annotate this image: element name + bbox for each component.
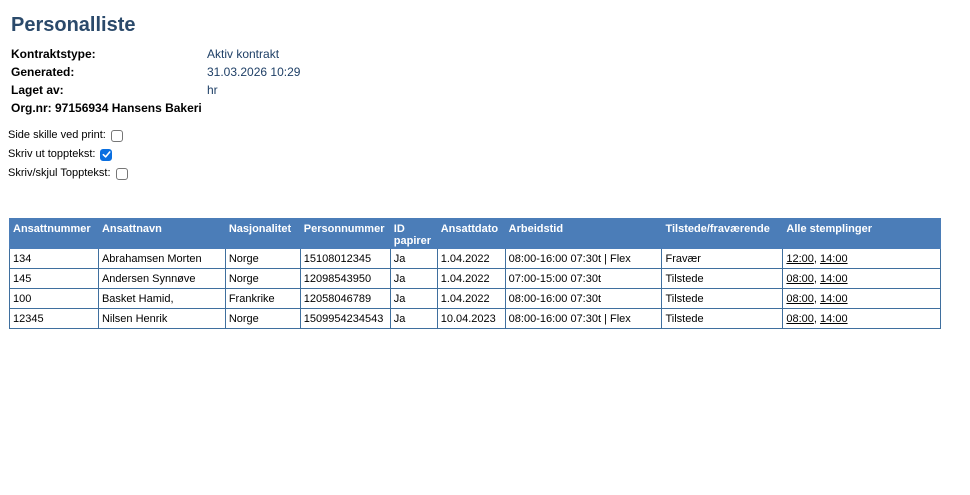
cell-ansattnummer: 145 (10, 269, 99, 289)
cell-ansattnummer: 12345 (10, 309, 99, 329)
table-row (10, 309, 941, 329)
table-body (10, 249, 941, 329)
report-meta (11, 45, 300, 117)
print-options (8, 126, 128, 183)
toggle-header-checkbox[interactable] (116, 168, 128, 180)
cell-nasjonalitet: Frankrike (225, 289, 300, 309)
cell-stemplinger (783, 249, 941, 269)
cell-ansattdato: 1.04.2022 (437, 269, 505, 289)
cell-ansattnavn: Andersen Synnøve (98, 269, 225, 289)
cell-ansattdato: 1.04.2022 (437, 249, 505, 269)
cell-id-papirer: Ja (390, 309, 437, 329)
cell-tilstede: Tilstede (662, 309, 783, 329)
cell-nasjonalitet: Norge (225, 309, 300, 329)
cell-arbeidstid: 08:00-16:00 07:30t (505, 289, 662, 309)
col-header-stemplinger: Alle stemplinger (783, 219, 941, 249)
checkmark-icon (102, 150, 111, 159)
staff-table (9, 218, 941, 329)
stamp-separator: , (813, 312, 821, 325)
org-line: Org.nr: 97156934 Hansens Bakeri (11, 101, 202, 115)
table-row (10, 289, 941, 309)
cell-ansattnummer: 134 (10, 249, 99, 269)
option-toggle-header (8, 164, 128, 183)
cell-nasjonalitet: Norge (225, 269, 300, 289)
stamp-link[interactable]: 14:00 (820, 252, 848, 265)
table-header-row (10, 219, 941, 249)
col-header-nasjonalitet: Nasjonalitet (225, 219, 300, 249)
option-toggle-header-label: Skriv/skjul Topptekst: (8, 167, 111, 179)
stamp-separator: , (813, 292, 821, 305)
cell-stemplinger (783, 269, 941, 289)
cell-personnummer: 1509954234543 (300, 309, 390, 329)
cell-stemplinger (783, 289, 941, 309)
option-page-break-label: Side skille ved print: (8, 129, 106, 141)
stamp-link[interactable]: 14:00 (820, 312, 848, 325)
cell-personnummer: 12058046789 (300, 289, 390, 309)
stamp-separator: , (813, 252, 821, 265)
cell-arbeidstid: 08:00-16:00 07:30t | Flex (505, 309, 662, 329)
created-by-label: Laget av: (11, 83, 64, 97)
option-print-header-label: Skriv ut topptekst: (8, 148, 96, 160)
print-header-checkbox[interactable] (100, 149, 112, 161)
option-print-header (8, 145, 128, 164)
col-header-id-papirer-text: ID papirer (393, 223, 432, 247)
stamp-link[interactable]: 08:00 (786, 312, 814, 325)
contract-type-value: Aktiv kontrakt (207, 47, 280, 61)
cell-ansattnavn: Abrahamsen Morten (98, 249, 225, 269)
cell-arbeidstid: 08:00-16:00 07:30t | Flex (505, 249, 662, 269)
cell-id-papirer: Ja (390, 249, 437, 269)
option-page-break (8, 126, 128, 145)
cell-tilstede: Tilstede (662, 289, 783, 309)
stamp-link[interactable]: 14:00 (820, 292, 848, 305)
stamp-link[interactable]: 14:00 (820, 272, 848, 285)
col-header-arbeidstid: Arbeidstid (505, 219, 662, 249)
created-by-row (11, 81, 300, 99)
cell-tilstede: Tilstede (662, 269, 783, 289)
cell-nasjonalitet: Norge (225, 249, 300, 269)
col-header-ansattnavn: Ansattnavn (98, 219, 225, 249)
cell-stemplinger (783, 309, 941, 329)
stamp-link[interactable]: 12:00 (786, 252, 814, 265)
generated-row (11, 63, 300, 81)
cell-tilstede: Fravær (662, 249, 783, 269)
cell-ansattnavn: Nilsen Henrik (98, 309, 225, 329)
cell-ansattdato: 10.04.2023 (437, 309, 505, 329)
col-header-ansattnummer: Ansattnummer (10, 219, 99, 249)
stamp-separator: , (813, 272, 821, 285)
cell-ansattnummer: 100 (10, 289, 99, 309)
cell-personnummer: 12098543950 (300, 269, 390, 289)
stamp-link[interactable]: 08:00 (786, 292, 814, 305)
col-header-tilstede: Tilstede/fraværende (662, 219, 783, 249)
contract-type-row (11, 45, 300, 63)
col-header-ansattdato: Ansattdato (437, 219, 505, 249)
cell-id-papirer: Ja (390, 269, 437, 289)
created-by-value: hr (207, 83, 218, 97)
cell-arbeidstid: 07:00-15:00 07:30t (505, 269, 662, 289)
cell-id-papirer: Ja (390, 289, 437, 309)
contract-type-label: Kontraktstype: (11, 47, 96, 61)
col-header-personnummer: Personnummer (300, 219, 390, 249)
cell-personnummer: 15108012345 (300, 249, 390, 269)
generated-value: 31.03.2026 10:29 (207, 65, 301, 79)
cell-ansattnavn: Basket Hamid, (98, 289, 225, 309)
table-row (10, 249, 941, 269)
page-title: Personalliste (11, 14, 136, 36)
table-row (10, 269, 941, 289)
stamp-link[interactable]: 08:00 (786, 272, 814, 285)
cell-ansattdato: 1.04.2022 (437, 289, 505, 309)
page-break-checkbox[interactable] (111, 130, 123, 142)
col-header-id-papirer (390, 219, 437, 249)
generated-label: Generated: (11, 65, 75, 79)
